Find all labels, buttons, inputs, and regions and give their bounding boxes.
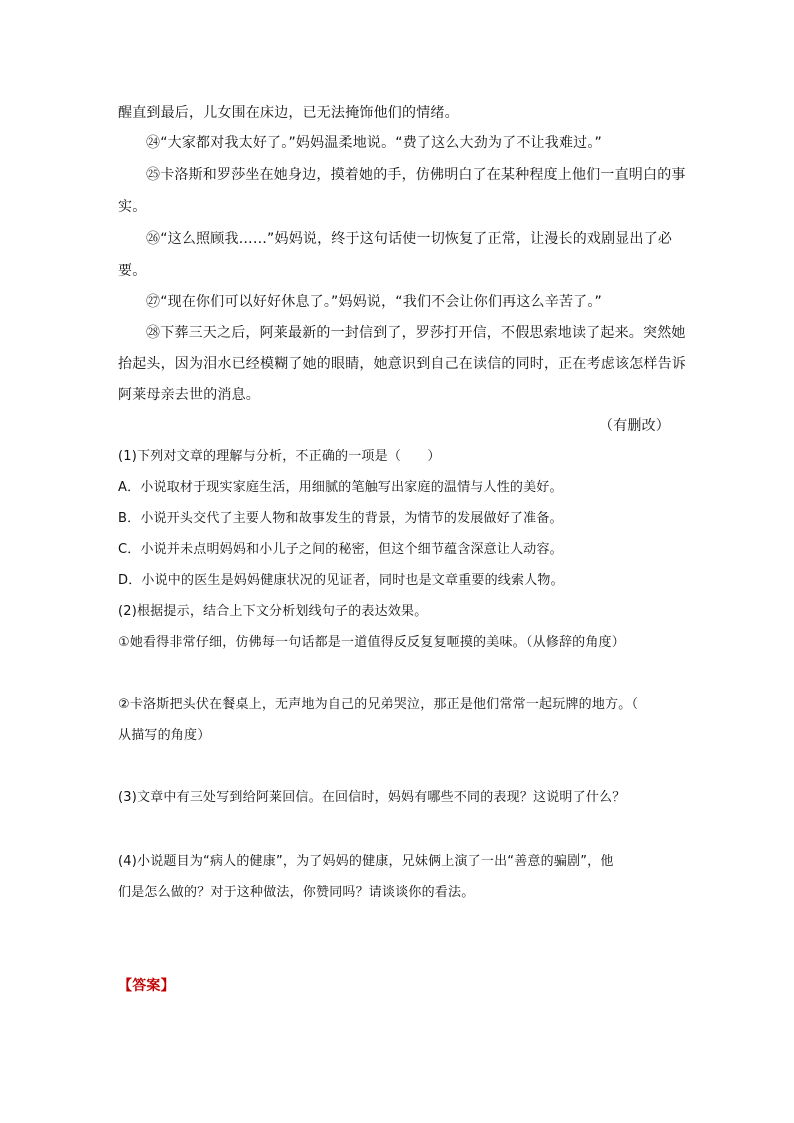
- edit-note: （有删改）: [599, 418, 670, 434]
- question-4-line2: 们是怎么做的？对于这种做法，你赞同吗？请谈谈你的看法。: [118, 885, 475, 900]
- story-paragraph-28-line2: 抬起头，因为泪水已经模糊了她的眼睛，她意识到自己在读信的同时，正在考虑该怎样告诉: [118, 356, 686, 372]
- question-1-option-c: C．小说并未点明妈妈和小儿子之间的秘密，但这个细节蕴含深意让人动容。: [118, 542, 563, 557]
- story-paragraph-27: ㉗“现在你们可以好好休息了。”妈妈说，“我们不会让你们再这么辛苦了。”: [146, 294, 603, 310]
- question-2-item-1: ①她看得非常仔细，仿佛每一句话都是一道值得反反复复咂摸的美味。（从修辞的角度）: [118, 635, 625, 650]
- answer-label: 【答案】: [118, 978, 175, 994]
- question-4-line1: (4)小说题目为“病人的健康”，为了妈妈的健康，兄妹俩上演了一出“善意的骗剧”，他: [118, 854, 614, 869]
- story-paragraph-28-line1: ㉘下葬三天之后，阿莱最新的一封信到了，罗莎打开信，不假思索地读了起来。突然她: [146, 325, 686, 341]
- question-2-item-2-line1: ②卡洛斯把头伏在餐桌上，无声地为自己的兄弟哭泣，那正是他们常常一起玩牌的地方。（: [118, 697, 639, 712]
- question-2: (2)根据提示，结合上下文分析划线句子的表达效果。: [118, 604, 428, 619]
- question-3: (3)文章中有三处写到给阿莱回信。在回信时，妈妈有哪些不同的表现？这说明了什么？: [118, 790, 626, 805]
- question-1: (1)下列对文章的理解与分析，不正确的一项是（ ）: [118, 449, 441, 464]
- question-1-option-b: B．小说开头交代了主要人物和故事发生的背景，为情节的发展做好了准备。: [118, 511, 563, 526]
- story-paragraph-25-line1: ㉕卡洛斯和罗莎坐在她身边，摸着她的手，仿佛明白了在某种程度上他们一直明白的事: [146, 167, 686, 183]
- story-paragraph-25-line2: 实。: [118, 199, 147, 215]
- story-paragraph-23-end: 醒直到最后，儿女围在床边，已无法掩饰他们的情绪。: [118, 105, 459, 121]
- story-paragraph-28-line3: 阿莱母亲去世的消息。: [118, 387, 260, 403]
- story-paragraph-26-line1: ㉖“这么照顾我……”妈妈说，终于这句话使一切恢复了正常，让漫长的戏剧显出了必: [146, 231, 673, 247]
- story-paragraph-24: ㉔“大家都对我太好了。”妈妈温柔地说。“费了这么大劲为了不让我难过。”: [146, 135, 603, 151]
- question-1-option-a: A．小说取材于现实家庭生活，用细腻的笔触写出家庭的温情与人性的美好。: [118, 480, 563, 495]
- question-2-item-2-line2: 从描写的角度）: [118, 728, 211, 743]
- question-1-option-d: D．小说中的医生是妈妈健康状况的见证者，同时也是文章重要的线索人物。: [118, 573, 564, 588]
- story-paragraph-26-line2: 要。: [118, 263, 147, 279]
